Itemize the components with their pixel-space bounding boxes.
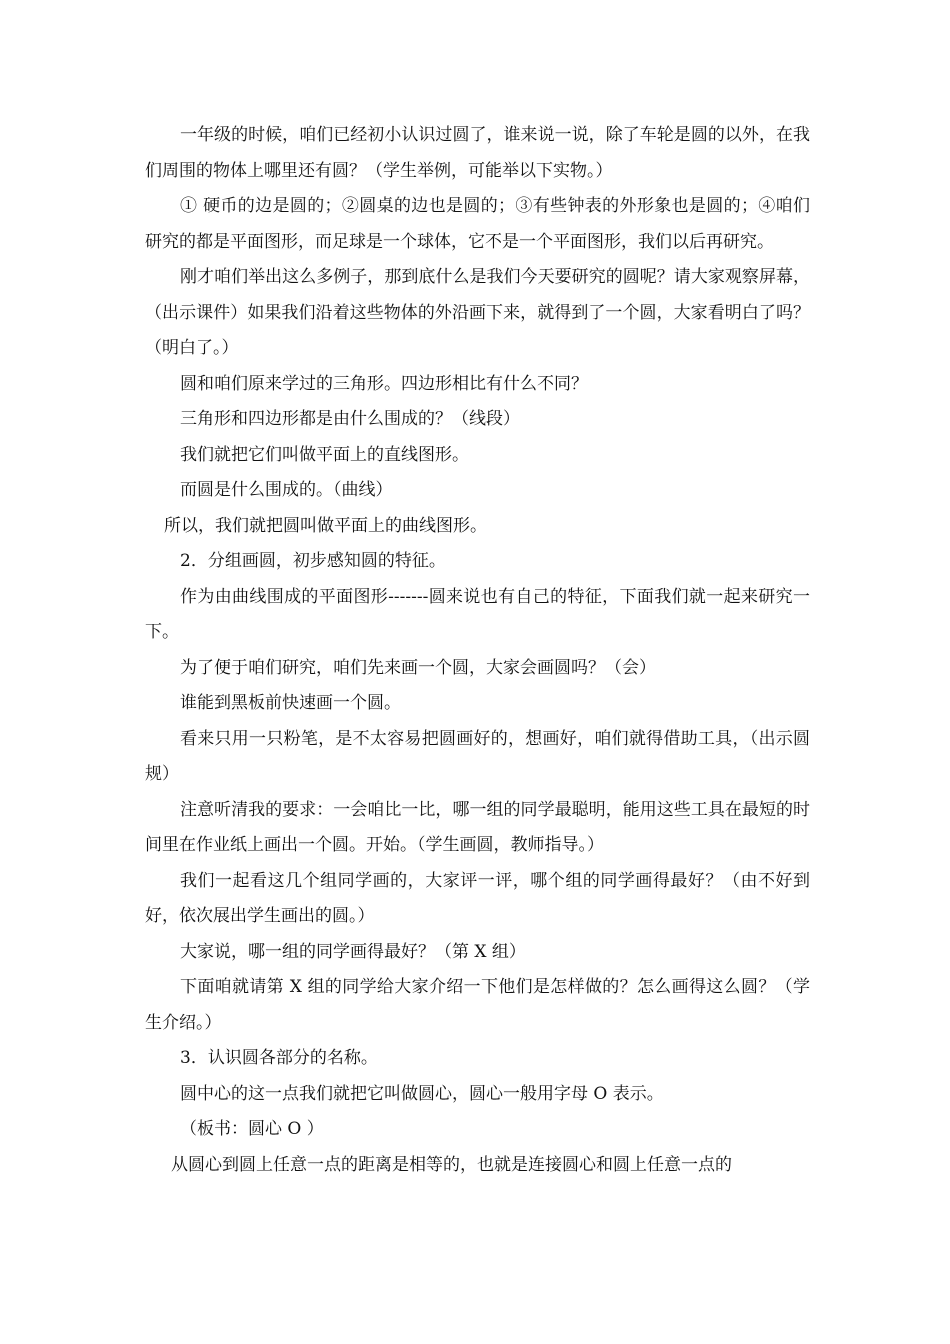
paragraph-13: 注意听清我的要求：一会咱比一比，哪一组的同学最聪明，能用这些工具在最短的时间里在作业纸上画出一个圆。开始。（学生画圆，教师指导。） bbox=[145, 799, 810, 855]
paragraph-4: 圆和咱们原来学过的三角形。四边形相比有什么不同？ bbox=[180, 373, 588, 394]
paragraph-14: 我们一起看这几个组同学画的，大家评一评，哪个组的同学画得最好？（由不好到好，依次展出学生画出的圆。） bbox=[145, 870, 810, 926]
paragraph-7: 而圆是什么围成的。（曲线） bbox=[180, 480, 393, 500]
paragraph-11: 谁能到黑板前快速画一个圆。 bbox=[180, 693, 401, 713]
paragraph-17: 圆中心的这一点我们就把它叫做圆心，圆心一般用字母 O 表示。 bbox=[180, 1083, 664, 1104]
paragraph-9: 作为由曲线围成的平面图形-------圆来说也有自己的特征，下面我们就一起来研究一下。 bbox=[145, 586, 810, 642]
section-heading-3: 3．认识圆各部分的名称。 bbox=[180, 1048, 378, 1068]
paragraph-8: 所以，我们就把圆叫做平面上的曲线图形。 bbox=[164, 515, 487, 536]
paragraph-6: 我们就把它们叫做平面上的直线图形。 bbox=[180, 444, 469, 465]
paragraph-10: 为了便于咱们研究，咱们先来画一个圆，大家会画圆吗？（会） bbox=[180, 657, 656, 678]
paragraph-5: 三角形和四边形都是由什么围成的？（线段） bbox=[180, 409, 520, 429]
paragraph-16: 下面咱就请第 X 组的同学给大家介绍一下他们是怎样做的？怎么画得这么圆？（学生介绍。） bbox=[145, 977, 810, 1033]
paragraph-3: 刚才咱们举出这么多例子，那到底什么是我们今天要研究的圆呢？请大家观察屏幕，（出示课件）如果我们沿着这些物体的外沿画下来，就得到了一个圆，大家看明白了吗？（明白了。） bbox=[145, 267, 810, 358]
paragraph-1: 一年级的时候，咱们已经初小认识过圆了，谁来说一说，除了车轮是圆的以外，在我们周围的物体上哪里还有圆？（学生举例，可能举以下实物。） bbox=[145, 125, 810, 181]
paragraph-2: ① 硬币的边是圆的；②圆桌的边也是圆的；③有些钟表的外形象也是圆的；④咱们研究的都是平面图形，而足球是一个球体，它不是一个平面图形，我们以后再研究。 bbox=[145, 196, 810, 252]
paragraph-15: 大家说，哪一组的同学画得最好？（第 X 组） bbox=[180, 941, 526, 962]
document-body bbox=[145, 118, 810, 1183]
paragraph-18: 从圆心到圆上任意一点的距离是相等的，也就是连接圆心和圆上任意一点的 bbox=[171, 1154, 732, 1175]
section-heading-2: 2．分组画圆，初步感知圆的特征。 bbox=[180, 551, 446, 571]
paragraph-12: 看来只用一只粉笔，是不太容易把圆画好的，想画好，咱们就得借助工具，（出示圆规） bbox=[145, 728, 810, 784]
board-note: （板书：圆心 O ） bbox=[180, 1119, 324, 1139]
